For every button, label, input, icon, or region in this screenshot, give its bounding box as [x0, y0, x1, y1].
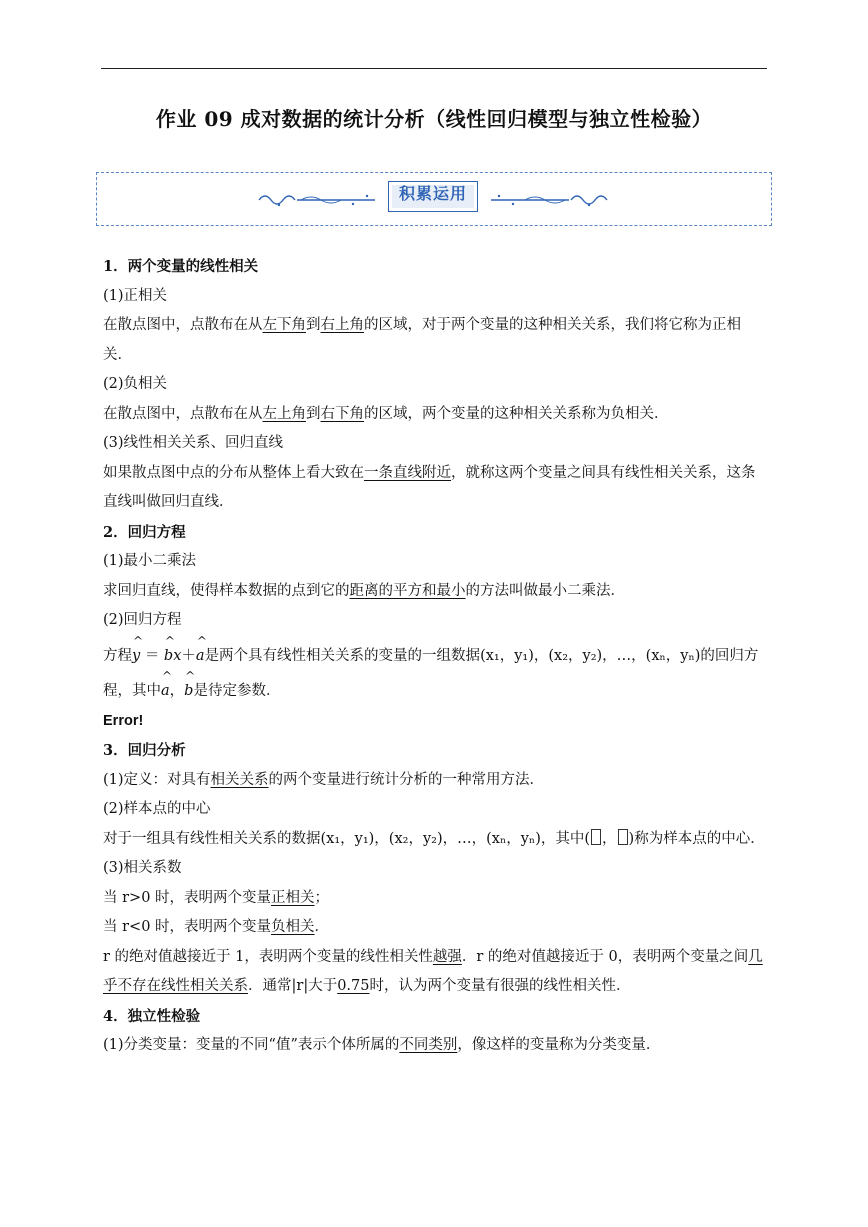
- r-absolute-text: r 的绝对值越接近于 1，表明两个变量的线性相关性越强．r 的绝对值越接近于 0，表明两个变量之间几乎不存在线性相关关系．通常|r|大于0.75时，认为两个变量有很强的线性相关性．: [103, 948, 763, 994]
- right-wave-ornament: [489, 188, 609, 208]
- data-sequence: (x₁，y₁)，(x₂，y₂)，…，(xₙ，yₙ): [480, 647, 701, 664]
- error-text: Error!: [103, 712, 144, 729]
- document-title: 作业 09 成对数据的统计分析（线性回归模型与独立性检验）: [155, 107, 713, 131]
- regression-params-line: 程，其中^ a，^ b是待定参数．: [103, 677, 765, 707]
- left-wave-ornament: [257, 188, 377, 208]
- section-1-sub1-title: (1)正相关: [103, 287, 168, 304]
- section-3-heading: 3．回归分析: [103, 742, 186, 759]
- section-3-sub3-title: (3)相关系数: [103, 860, 182, 876]
- section-3-sub1-text: (1)定义：对具有相关关系的两个变量进行统计分析的一种常用方法．: [103, 771, 545, 788]
- section-1-heading: 1．两个变量的线性相关: [103, 258, 259, 275]
- b-hat-param: ^ b: [184, 677, 193, 707]
- section-2-sub1-title: (1)最小二乘法: [103, 553, 197, 569]
- section-badge: [388, 181, 478, 212]
- section-1-sub3-text: 如果散点图中点的分布从整体上看大致在一条直线附近，就称这两个变量之间具有线性相关关系，这条直线叫做回归直线．: [103, 464, 756, 510]
- b-hat: ^ b: [164, 642, 173, 672]
- r-positive-text: 当 r>0 时，表明两个变量正相关；: [103, 889, 330, 906]
- regression-equation-line: 方程^ y ＝ ^ bx＋^ a是两个具有线性相关关系的变量的一组数据(x₁，y₁)，(x₂，y₂)，…，(xₙ，yₙ)的回归方: [103, 642, 765, 672]
- section-1-sub3-title: (3)线性相关关系、回归直线: [103, 435, 284, 451]
- section-1-sub2-text: 在散点图中，点散布在从左上角到右下角的区域，两个变量的这种相关关系称为负相关．: [103, 405, 669, 422]
- r-negative-text: 当 r<0 时，表明两个变量负相关．: [103, 919, 330, 935]
- x-bar-placeholder-box: [591, 829, 601, 845]
- section-4-sub1-text: (1)分类变量：变量的不同“值”表示个体所属的不同类别，像这样的变量称为分类变量．: [103, 1037, 661, 1053]
- section-2-sub1-text: 求回归直线，使得样本数据的点到它的距离的平方和最小的方法叫做最小二乘法．: [103, 582, 625, 599]
- section-badge-label: 积累运用: [398, 184, 467, 203]
- header-rule: [101, 68, 767, 69]
- section-2-sub2-title: (2)回归方程: [103, 612, 182, 628]
- y-bar-placeholder-box: [618, 829, 628, 845]
- document-body: [103, 252, 765, 1061]
- section-3-sub2-text: 对于一组具有线性相关关系的数据(x₁，y₁)，(x₂，y₂)，…，(xₙ，yₙ)，其中( ， )称为样本点的中心．: [103, 830, 765, 847]
- section-1-sub1-text: 在散点图中，点散布在从左下角到右上角的区域，对于两个变量的这种相关关系，我们将它称为正相关．: [103, 317, 741, 363]
- y-hat: ^ y: [132, 642, 140, 672]
- section-4-heading: 4．独立性检验: [103, 1007, 201, 1025]
- a-hat: ^ a: [196, 642, 205, 672]
- section-2-heading: 2．回归方程: [103, 523, 186, 541]
- section-3-sub2-title: (2)样本点的中心: [103, 801, 211, 817]
- section-1-sub2-title: (2)负相关: [103, 376, 168, 392]
- a-hat-param: ^ a: [161, 677, 170, 707]
- section-banner: [96, 172, 772, 226]
